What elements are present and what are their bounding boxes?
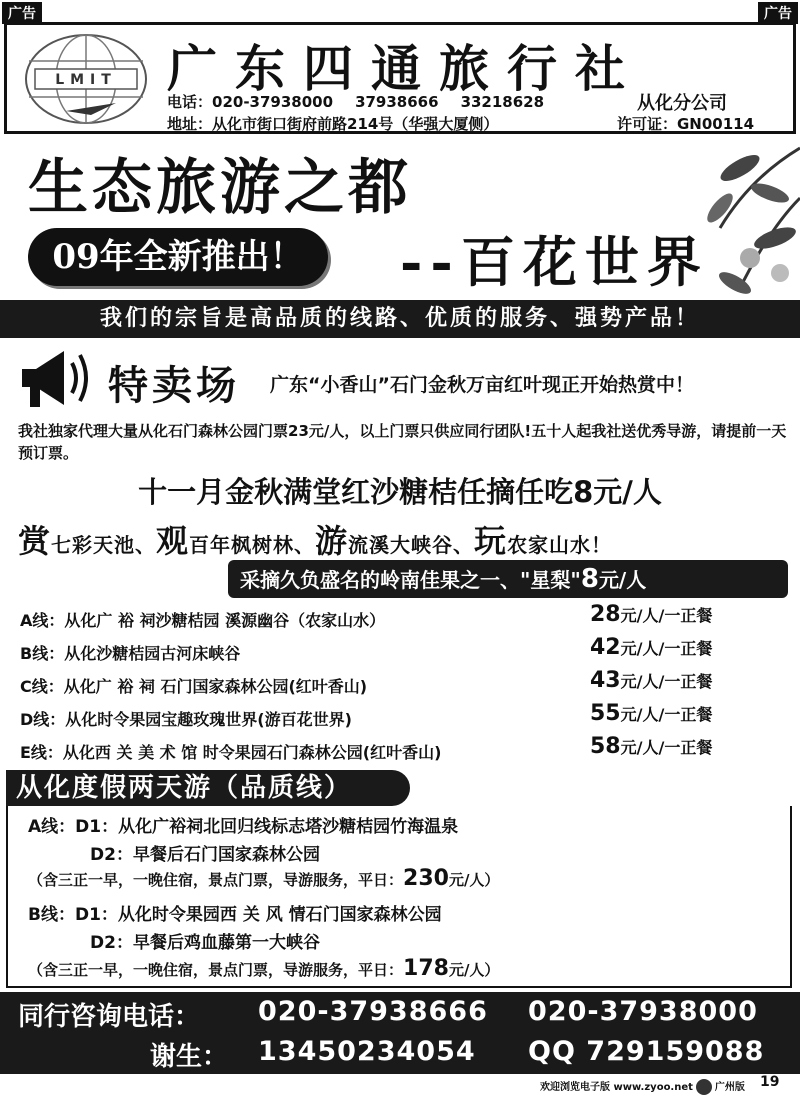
hundred-flowers-title: --百花世界	[400, 230, 709, 294]
phone-number-1: 020-37938000	[212, 93, 334, 111]
route-price-value: 55	[590, 701, 621, 726]
resort-a-day1: A线：D1：从化广裕祠北回归线标志塔沙糖桔园竹海温泉	[28, 817, 459, 837]
route-name: A线：从化广 裕 祠沙糖桔园 溪源幽谷（农家山水）	[20, 611, 386, 630]
pear-text: 采摘久负盛名的岭南佳果之一、"星梨"	[240, 568, 581, 592]
resort-b-unit: 元/人）	[448, 961, 500, 979]
resort-title: 从化度假两天游（品质线）	[6, 770, 410, 806]
activity-text: 百年枫树林、	[189, 533, 316, 557]
resort-b-note	[28, 956, 499, 981]
contact-info	[167, 91, 544, 135]
eco-slogan: 生态旅游之都	[28, 153, 412, 223]
pear-unit: 元/人	[598, 568, 647, 592]
route-name: C线：从化广 裕 祠 石门国家森林公园(红叶香山)	[20, 677, 368, 696]
license-number: 许可证：GN00114	[617, 115, 755, 133]
route-item	[20, 701, 780, 734]
ticket-intro: 我社独家代理大量从化石门森林公园门票23元/人，以上门票只供应同行团队!五十人起我社送优秀导游，请提前一天预订票。	[18, 422, 787, 462]
route-price	[590, 635, 712, 660]
route-item	[20, 602, 780, 635]
phone-label: 电话：	[167, 93, 213, 111]
company-header	[4, 22, 796, 134]
activity-verb: 观	[156, 522, 190, 560]
route-price-value: 43	[590, 668, 621, 693]
resort-a-note-text: （含三正一早，一晚住宿，景点门票，导游服务，平日：	[28, 871, 404, 889]
new-badge: 09年全新推出！	[28, 228, 328, 286]
globe-logo-icon	[21, 31, 151, 127]
route-name: D线：从化时令果园宝趣玫瑰世界(游百花世界)	[20, 710, 352, 729]
company-name: 广东四通旅行社	[167, 40, 643, 98]
phone-line	[167, 91, 544, 113]
activity-text: 流溪大峡谷、	[348, 533, 475, 557]
route-price-unit: 元/人/一正餐	[620, 705, 713, 724]
flower-branch-icon	[680, 138, 800, 298]
route-price-value: 58	[590, 734, 621, 759]
consult-phone-1: 020-37938666	[258, 996, 488, 1027]
route-price-unit: 元/人/一正餐	[620, 738, 713, 757]
contact-mobile: 13450234054	[258, 1036, 476, 1067]
activity-text: 七彩天池、	[51, 533, 157, 557]
route-price-value: 42	[590, 635, 621, 660]
phone-number-3: 33218628	[460, 93, 545, 111]
route-item	[20, 635, 780, 668]
seal-icon	[696, 1079, 712, 1095]
route-price-unit: 元/人/一正餐	[620, 639, 713, 658]
route-name: E线：从化西 关 美 术 馆 时令果园石门森林公园(红叶香山)	[20, 743, 442, 762]
route-price-unit: 元/人/一正餐	[620, 606, 713, 625]
resort-b-price: 178	[403, 956, 449, 981]
route-price	[590, 668, 712, 693]
megaphone-icon	[16, 345, 98, 411]
pear-banner	[228, 560, 788, 598]
banner	[0, 138, 800, 300]
special-sale-desc: 广东“小香山”石门金秋万亩红叶现正开始热赏中！	[270, 374, 694, 396]
pear-price: 8	[580, 564, 599, 594]
activity-list	[18, 516, 612, 562]
route-name: B线：从化沙糖桔园古河床峡谷	[20, 644, 241, 663]
resort-box	[6, 806, 792, 988]
contact-qq: QQ 729159088	[528, 1036, 765, 1067]
resort-a-day2: D2：早餐后石门国家森林公园	[90, 845, 320, 865]
consult-phone-2: 020-37938000	[528, 996, 758, 1027]
resort-b-day2: D2：早餐后鸡血藤第一大峡谷	[90, 933, 320, 953]
route-price	[590, 701, 712, 726]
special-sale-title: 特卖场	[108, 363, 240, 409]
ad-tag-right: 广告	[758, 2, 798, 24]
route-list	[20, 602, 780, 767]
consult-label: 同行咨询电话：	[18, 1002, 201, 1032]
route-item	[20, 734, 780, 767]
route-price	[590, 602, 712, 627]
resort-a-price: 230	[403, 866, 449, 891]
address-line: 地址：从化市街口街府前路214号（华强大厦侧）	[167, 115, 499, 133]
route-price-unit: 元/人/一正餐	[620, 672, 713, 691]
branch-name: 从化分公司	[637, 93, 727, 114]
activity-verb: 赏	[18, 522, 52, 560]
logo-text: LMIT	[55, 72, 117, 88]
welcome-text: 欢迎浏览电子版 www.zyoo.net	[540, 1082, 693, 1093]
mission-banner: 我们的宗旨是高品质的线路、优质的服务、强势产品！	[0, 300, 800, 338]
activity-text: 农家山水！	[507, 533, 613, 557]
contact-footer	[0, 992, 800, 1074]
resort-a-unit: 元/人）	[448, 871, 500, 889]
page-number: 19	[760, 1074, 780, 1090]
phone-number-2: 37938666	[355, 93, 439, 111]
activity-verb: 游	[315, 522, 349, 560]
edition-text: 广州版	[714, 1082, 745, 1093]
bottom-credit	[540, 1078, 745, 1095]
activity-verb: 玩	[474, 522, 508, 560]
route-price	[590, 734, 712, 759]
resort-a-note	[28, 866, 499, 891]
orange-promo: 十一月金秋满堂红沙糖桔任摘任吃8元/人	[138, 475, 662, 509]
route-item	[20, 668, 780, 701]
resort-b-day1: B线：D1：从化时令果园西 关 风 情石门国家森林公园	[28, 905, 442, 925]
resort-b-note-text: （含三正一早，一晚住宿，景点门票，导游服务，平日：	[28, 961, 404, 979]
route-price-value: 28	[590, 602, 621, 627]
ad-tag-left: 广告	[2, 2, 42, 24]
contact-person: 谢生：	[150, 1042, 229, 1072]
